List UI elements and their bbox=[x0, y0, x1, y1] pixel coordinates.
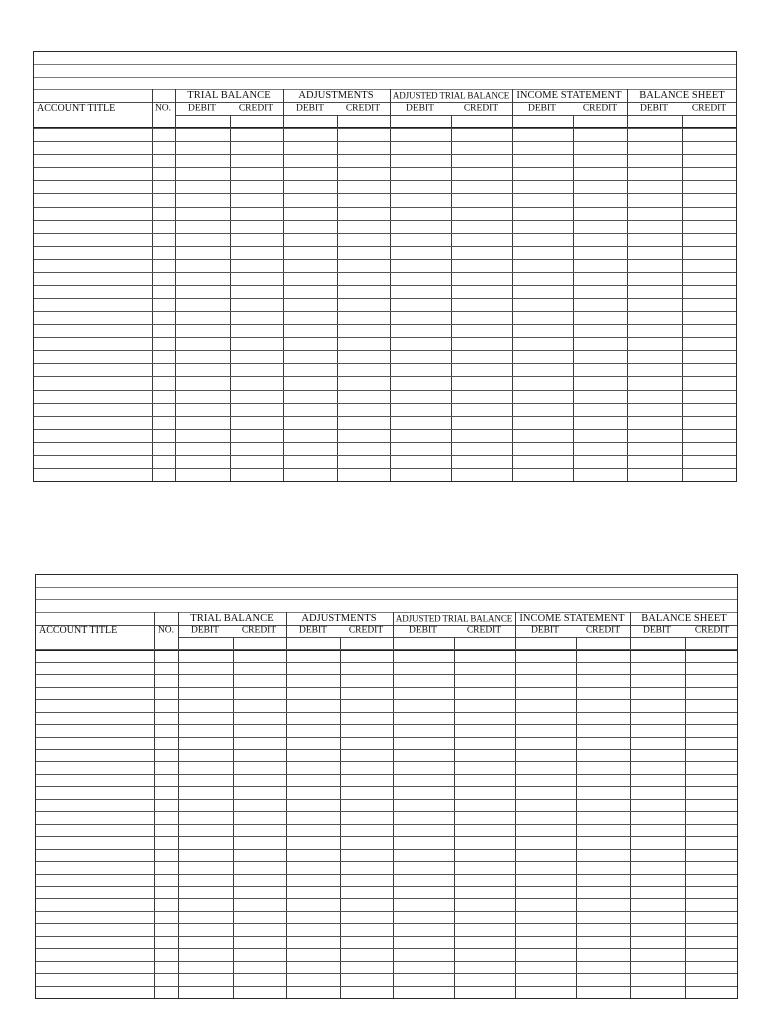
trial-balance-credit-header: CREDIT bbox=[241, 625, 277, 636]
ledger-row-line bbox=[34, 390, 736, 391]
heading-line bbox=[34, 64, 736, 65]
ledger-row-line bbox=[36, 898, 737, 899]
ledger-row-line bbox=[34, 311, 736, 312]
account-number-header: NO. bbox=[157, 625, 175, 636]
ledger-row-line bbox=[36, 923, 737, 924]
group-title-balance-sheet: BALANCE SHEET bbox=[639, 89, 725, 101]
balance-sheet-debit-header: DEBIT bbox=[643, 625, 671, 636]
ledger-row-line bbox=[34, 468, 736, 469]
ledger-row-line bbox=[36, 786, 737, 787]
adjusted-trial-balance-debit-header: DEBIT bbox=[409, 625, 437, 636]
adjusted-trial-balance-debit-header: DEBIT bbox=[406, 103, 434, 114]
ledger-row-line bbox=[36, 886, 737, 887]
ledger-row-line bbox=[36, 649, 737, 650]
ledger-row-line bbox=[36, 811, 737, 812]
ledger-row-line bbox=[34, 455, 736, 456]
ledger-row-line bbox=[36, 687, 737, 688]
ledger-row-line bbox=[36, 662, 737, 663]
group-title-adjusted-trial-balance: ADJUSTED TRIAL BALANCE bbox=[392, 90, 510, 101]
ledger-row-line bbox=[34, 141, 736, 142]
ledger-row-line bbox=[36, 799, 737, 800]
heading-line bbox=[36, 587, 737, 588]
group-title-income-statement: INCOME STATEMENT bbox=[519, 612, 625, 624]
ledger-row-line bbox=[36, 948, 737, 949]
ledger-row-line bbox=[36, 849, 737, 850]
ledger-row-line bbox=[36, 874, 737, 875]
worksheet-2 bbox=[35, 574, 738, 999]
ledger-row-line bbox=[34, 403, 736, 404]
ledger-row-line bbox=[36, 749, 737, 750]
ledger-row-line bbox=[36, 936, 737, 937]
ledger-row-line bbox=[36, 774, 737, 775]
ledger-row-line bbox=[36, 911, 737, 912]
ledger-row-line bbox=[34, 376, 736, 377]
ledger-row-line bbox=[36, 836, 737, 837]
account-title-header: ACCOUNT TITLE bbox=[39, 625, 118, 636]
income-statement-credit-header: CREDIT bbox=[582, 103, 618, 114]
ledger-row-line bbox=[36, 724, 737, 725]
ledger-row-line bbox=[34, 167, 736, 168]
ledger-row-line bbox=[34, 285, 736, 286]
ledger-row-line bbox=[34, 442, 736, 443]
ledger-row-line bbox=[36, 986, 737, 987]
heading-line bbox=[34, 89, 736, 90]
group-title-adjustments: ADJUSTMENTS bbox=[298, 89, 374, 101]
heading-line bbox=[36, 612, 737, 613]
balance-sheet-credit-header: CREDIT bbox=[694, 625, 730, 636]
trial-balance-debit-header: DEBIT bbox=[191, 625, 219, 636]
ledger-row-line bbox=[34, 233, 736, 234]
group-title-adjustments: ADJUSTMENTS bbox=[301, 612, 377, 624]
group-title-balance-sheet: BALANCE SHEET bbox=[641, 612, 727, 624]
ledger-row-line bbox=[36, 973, 737, 974]
ledger-row-line bbox=[34, 246, 736, 247]
ledger-row-line bbox=[36, 961, 737, 962]
ledger-row-line bbox=[36, 861, 737, 862]
ledger-row-line bbox=[34, 363, 736, 364]
adjustments-debit-header: DEBIT bbox=[299, 625, 327, 636]
ledger-row-line bbox=[34, 350, 736, 351]
ledger-row-line bbox=[34, 298, 736, 299]
heading-line bbox=[34, 77, 736, 78]
income-statement-debit-header: DEBIT bbox=[531, 625, 559, 636]
group-title-trial-balance: TRIAL BALANCE bbox=[187, 89, 271, 101]
balance-sheet-debit-header: DEBIT bbox=[640, 103, 668, 114]
ledger-rows bbox=[34, 115, 736, 481]
ledger-row-line bbox=[36, 761, 737, 762]
account-title-header: ACCOUNT TITLE bbox=[37, 103, 116, 114]
group-title-adjusted-trial-balance: ADJUSTED TRIAL BALANCE bbox=[395, 613, 513, 624]
ledger-row-line bbox=[34, 220, 736, 221]
ledger-row-line bbox=[34, 324, 736, 325]
ledger-row-line bbox=[34, 193, 736, 194]
ledger-row-line bbox=[34, 416, 736, 417]
worksheet-1 bbox=[33, 51, 737, 482]
group-title-income-statement: INCOME STATEMENT bbox=[516, 89, 622, 101]
header-top-line bbox=[36, 625, 737, 626]
ledger-row-line bbox=[34, 180, 736, 181]
adjustments-credit-header: CREDIT bbox=[345, 103, 381, 114]
income-statement-debit-header: DEBIT bbox=[528, 103, 556, 114]
ledger-row-line bbox=[34, 337, 736, 338]
ledger-row-line bbox=[34, 429, 736, 430]
ledger-row-line bbox=[34, 272, 736, 273]
income-statement-credit-header: CREDIT bbox=[585, 625, 621, 636]
ledger-row-line bbox=[34, 128, 736, 129]
ledger-row-line bbox=[36, 712, 737, 713]
adjusted-trial-balance-credit-header: CREDIT bbox=[466, 625, 502, 636]
heading-line bbox=[36, 599, 737, 600]
header-top-line bbox=[34, 102, 736, 103]
adjustments-credit-header: CREDIT bbox=[348, 625, 384, 636]
group-title-trial-balance: TRIAL BALANCE bbox=[190, 612, 274, 624]
ledger-row-line bbox=[36, 674, 737, 675]
account-number-header: NO. bbox=[154, 103, 172, 114]
ledger-row-line bbox=[36, 737, 737, 738]
adjusted-trial-balance-credit-header: CREDIT bbox=[463, 103, 499, 114]
ledger-rows bbox=[36, 637, 737, 998]
ledger-row-line bbox=[34, 259, 736, 260]
adjustments-debit-header: DEBIT bbox=[296, 103, 324, 114]
trial-balance-credit-header: CREDIT bbox=[238, 103, 274, 114]
balance-sheet-credit-header: CREDIT bbox=[691, 103, 727, 114]
ledger-row-line bbox=[34, 154, 736, 155]
ledger-row-line bbox=[34, 207, 736, 208]
ledger-row-line bbox=[36, 824, 737, 825]
ledger-row-line bbox=[36, 699, 737, 700]
trial-balance-debit-header: DEBIT bbox=[188, 103, 216, 114]
